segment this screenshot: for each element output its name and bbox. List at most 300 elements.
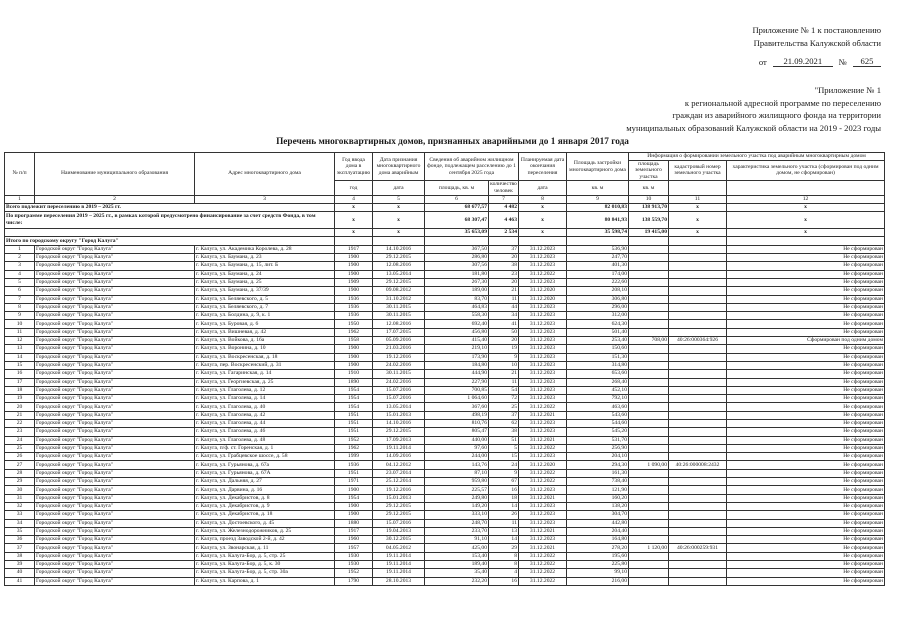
table-row xyxy=(5,411,885,419)
cell-area: 97,60 xyxy=(425,444,489,452)
table-row xyxy=(5,561,885,569)
cell-planned-date: 31.12.2023 xyxy=(519,386,567,394)
cell-address: г. Калуга, ул. Войкова, д. 16а xyxy=(195,337,335,345)
summary-cell-c5: х xyxy=(373,229,425,237)
cell-cadastre xyxy=(669,502,727,510)
column-number: 11 xyxy=(669,195,727,203)
cell-recognition-date: 29.12.2015 xyxy=(373,502,425,510)
cell-municipality: Городской округ "Город Калуга" xyxy=(35,337,195,345)
cell-planned-date: 31.12.2021 xyxy=(519,436,567,444)
cell-land-area xyxy=(629,428,669,436)
summary-label xyxy=(5,229,335,237)
col-characteristics: характеристика земельного участка (сформирован под одним домом, не сформирован) xyxy=(727,160,885,181)
cell-area: 700,85 xyxy=(425,386,489,394)
cell-people: 11 xyxy=(489,519,519,527)
cell-recognition-date: 28.10.2013 xyxy=(373,577,425,585)
cell-area: 184,80 xyxy=(425,361,489,369)
summary-label: Итого по городскому округу "Город Калуга" xyxy=(5,237,335,245)
cell-area: 286,80 xyxy=(425,254,489,262)
summary-cell-c8: х xyxy=(519,212,567,229)
cell-people: 38 xyxy=(489,262,519,270)
cell-recognition-date: 25.12.2014 xyxy=(373,478,425,486)
cell-people: 50 xyxy=(489,328,519,336)
cell-cadastre xyxy=(669,561,727,569)
cell-land-area xyxy=(629,552,669,560)
summary-cell-people: 4 482 xyxy=(489,203,519,211)
cell-land-area xyxy=(629,577,669,585)
table-row xyxy=(5,469,885,477)
table-row xyxy=(5,287,885,295)
cell-recognition-date: 13.05.2014 xyxy=(373,270,425,278)
cell-row-num: 34 xyxy=(5,519,35,527)
cell-municipality: Городской округ "Город Калуга" xyxy=(35,486,195,494)
cell-built-area: 174,00 xyxy=(567,270,629,278)
cell-land-area xyxy=(629,303,669,311)
cell-year-built: 1957 xyxy=(335,544,373,552)
col-planned-date: Планируемая дата окончания переселения xyxy=(519,153,567,181)
cell-row-num: 12 xyxy=(5,337,35,345)
summary-cell-land: 138 559,70 xyxy=(629,212,669,229)
cell-cadastre xyxy=(669,419,727,427)
cell-cadastre xyxy=(669,453,727,461)
cell-people: 37 xyxy=(489,411,519,419)
cell-land-area xyxy=(629,370,669,378)
cell-characteristics: Не сформирован xyxy=(727,328,885,336)
cell-planned-date: 31.12.2023 xyxy=(519,353,567,361)
cell-area: 83,70 xyxy=(425,295,489,303)
cell-year-built: 1936 xyxy=(335,312,373,320)
cell-planned-date: 31.12.2023 xyxy=(519,303,567,311)
table-row xyxy=(5,353,885,361)
cell-built-area: 195,60 xyxy=(567,552,629,560)
cell-row-num: 41 xyxy=(5,577,35,585)
cell-characteristics: Не сформирован xyxy=(727,561,885,569)
table-row xyxy=(5,478,885,486)
cell-year-built: 1962 xyxy=(335,444,373,452)
cell-year-built: 1951 xyxy=(335,411,373,419)
cell-row-num: 23 xyxy=(5,428,35,436)
cell-land-area xyxy=(629,502,669,510)
cell-planned-date: 31.12.2022 xyxy=(519,469,567,477)
cell-recognition-date: 15.01.2013 xyxy=(373,494,425,502)
table-row xyxy=(5,403,885,411)
cell-municipality: Городской округ "Город Калуга" xyxy=(35,245,195,253)
cell-municipality: Городской округ "Город Калуга" xyxy=(35,361,195,369)
summary-cell-c11 xyxy=(669,237,727,245)
cell-planned-date: 31.12.2023 xyxy=(519,262,567,270)
sub-year: год xyxy=(335,181,373,195)
cell-characteristics: Не сформирован xyxy=(727,245,885,253)
cell-row-num: 25 xyxy=(5,444,35,452)
cell-municipality: Городской округ "Город Калуга" xyxy=(35,494,195,502)
cell-row-num: 4 xyxy=(5,270,35,278)
table-row xyxy=(5,419,885,427)
cell-people: 23 xyxy=(489,270,519,278)
cell-people: 29 xyxy=(489,544,519,552)
cell-characteristics: Не сформирован xyxy=(727,461,885,469)
cell-area: 248,70 xyxy=(425,519,489,527)
cell-characteristics: Не сформирован xyxy=(727,295,885,303)
cell-cadastre: 40:26:000259:931 xyxy=(669,544,727,552)
annex-line: "Приложение № 1 xyxy=(814,85,881,95)
cell-row-num: 30 xyxy=(5,486,35,494)
cell-municipality: Городской округ "Город Калуга" xyxy=(35,419,195,427)
cell-municipality: Городской округ "Город Калуга" xyxy=(35,461,195,469)
cell-cadastre xyxy=(669,552,727,560)
cell-characteristics: Не сформирован xyxy=(727,469,885,477)
col-num: № п/п xyxy=(5,153,35,196)
table-row xyxy=(5,245,885,253)
cell-address: г. Калуга, ул. Декабристов, д. 18 xyxy=(195,511,335,519)
annex-description xyxy=(441,84,881,134)
cell-year-built: 1900 xyxy=(335,345,373,353)
col-land-area: площадь земельного участка xyxy=(629,160,669,181)
cell-characteristics: Не сформирован xyxy=(727,312,885,320)
cell-area: 227,90 xyxy=(425,378,489,386)
cell-year-built: 1960 xyxy=(335,536,373,544)
cell-planned-date: 31.12.2022 xyxy=(519,577,567,585)
table-row xyxy=(5,345,885,353)
column-number: 5 xyxy=(373,195,425,203)
col-address: Адрес многоквартирного дома xyxy=(195,153,335,196)
cell-land-area xyxy=(629,419,669,427)
cell-row-num: 40 xyxy=(5,569,35,577)
cell-characteristics: Не сформирован xyxy=(727,552,885,560)
cell-people: 4 xyxy=(489,569,519,577)
cell-characteristics: Не сформирован xyxy=(727,378,885,386)
table-row xyxy=(5,486,885,494)
cell-municipality: Городской округ "Город Калуга" xyxy=(35,577,195,585)
cell-municipality: Городской округ "Город Калуга" xyxy=(35,353,195,361)
col-year-built: Год ввода дома в эксплуатацию xyxy=(335,153,373,181)
cell-area: 805,47 xyxy=(425,428,489,436)
cell-built-area: 545,20 xyxy=(567,428,629,436)
cell-year-built: 1930 xyxy=(335,552,373,560)
cell-area: 367,60 xyxy=(425,403,489,411)
cell-recognition-date: 15.07.2016 xyxy=(373,386,425,394)
cell-address: г. Калуга, ул. Глаголева, д. 40 xyxy=(195,403,335,411)
cell-characteristics: Не сформирован xyxy=(727,428,885,436)
cell-municipality: Городской округ "Город Калуга" xyxy=(35,370,195,378)
cell-area: 219,10 xyxy=(425,345,489,353)
cell-recognition-date: 21.03.2016 xyxy=(373,345,425,353)
cell-row-num: 32 xyxy=(5,502,35,510)
cell-address: г. Калуга, ул. Декабристов, д. 8 xyxy=(195,494,335,502)
cell-row-num: 13 xyxy=(5,345,35,353)
cell-built-area: 268,40 xyxy=(567,378,629,386)
table-row xyxy=(5,436,885,444)
cell-cadastre xyxy=(669,278,727,286)
cell-recognition-date: 29.12.2015 xyxy=(373,511,425,519)
cell-land-area xyxy=(629,411,669,419)
cell-cadastre xyxy=(669,428,727,436)
cell-characteristics: Не сформирован xyxy=(727,453,885,461)
cell-characteristics: Не сформирован xyxy=(727,478,885,486)
cell-recognition-date: 19.11.2014 xyxy=(373,561,425,569)
cell-area: 249,80 xyxy=(425,494,489,502)
summary-row xyxy=(5,237,885,245)
cell-people: 5 xyxy=(489,444,519,452)
cell-municipality: Городской округ "Город Калуга" xyxy=(35,527,195,535)
cell-municipality: Городской округ "Город Калуга" xyxy=(35,303,195,311)
cell-characteristics: Не сформирован xyxy=(727,519,885,527)
summary-row xyxy=(5,212,885,229)
cell-people: 26 xyxy=(489,511,519,519)
cell-cadastre xyxy=(669,254,727,262)
cell-municipality: Городской округ "Город Калуга" xyxy=(35,502,195,510)
column-number: 2 xyxy=(35,195,195,203)
cell-cadastre xyxy=(669,353,727,361)
table-row xyxy=(5,494,885,502)
sub-area: площадь, кв. м xyxy=(425,181,489,195)
cell-row-num: 20 xyxy=(5,403,35,411)
cell-municipality: Городской округ "Город Калуга" xyxy=(35,320,195,328)
cell-planned-date: 31.12.2023 xyxy=(519,419,567,427)
cell-address: г. Калуга, ул. Глаголева, д. 42 xyxy=(195,411,335,419)
sub-planned-date: дата xyxy=(519,181,567,195)
cell-recognition-date: 12.08.2016 xyxy=(373,320,425,328)
cell-land-area xyxy=(629,403,669,411)
cell-municipality: Городской округ "Город Калуга" xyxy=(35,478,195,486)
cell-year-built: 1917 xyxy=(335,527,373,535)
col-municipality: Наименование муниципального образования xyxy=(35,153,195,196)
table-row xyxy=(5,552,885,560)
cell-land-area xyxy=(629,511,669,519)
cell-land-area xyxy=(629,478,669,486)
cell-area: 498,19 xyxy=(425,411,489,419)
cell-built-area: 256,90 xyxy=(567,444,629,452)
cell-land-area xyxy=(629,536,669,544)
cell-people: 16 xyxy=(489,577,519,585)
table-row xyxy=(5,502,885,510)
annex-title: Приложение № 1 к постановлению xyxy=(752,25,881,35)
cell-area: 692,40 xyxy=(425,320,489,328)
cell-characteristics: Не сформирован xyxy=(727,345,885,353)
annex-line: граждан из аварийного жилищного фонда на территории xyxy=(672,110,881,120)
cell-row-num: 5 xyxy=(5,278,35,286)
cell-address: г. Калуга, ул. Глаголева, д. 14 xyxy=(195,395,335,403)
cell-characteristics: Не сформирован xyxy=(727,386,885,394)
cell-characteristics: Не сформирован xyxy=(727,395,885,403)
cell-planned-date: 31.12.2022 xyxy=(519,270,567,278)
summary-cell-built: 80 841,93 xyxy=(567,212,629,229)
col-land-info: Информация о формировании земельного участка под аварийным многоквартирным домом xyxy=(629,153,885,161)
cell-address: г. Калуга, ул. Беляевского, д. 5 xyxy=(195,295,335,303)
cell-year-built: 1909 xyxy=(335,278,373,286)
cell-recognition-date: 24.02.2016 xyxy=(373,378,425,386)
cell-people: 51 xyxy=(489,436,519,444)
cell-address: г. Калуга, ул. Баумана, д. 15, лит. Б xyxy=(195,262,335,270)
cell-cadastre xyxy=(669,262,727,270)
cell-built-area: 312,00 xyxy=(567,312,629,320)
cell-characteristics: Не сформирован xyxy=(727,278,885,286)
cell-row-num: 26 xyxy=(5,453,35,461)
cell-municipality: Городской округ "Город Калуга" xyxy=(35,536,195,544)
summary-cell-c4: х xyxy=(335,212,373,229)
cell-people: 8 xyxy=(489,561,519,569)
cell-year-built: 1958 xyxy=(335,337,373,345)
summary-cell-c12 xyxy=(727,237,885,245)
cell-row-num: 37 xyxy=(5,544,35,552)
cell-area: 143,76 xyxy=(425,461,489,469)
cell-land-area xyxy=(629,494,669,502)
sub-people: количество человек xyxy=(490,181,517,194)
cell-municipality: Городской округ "Город Калуга" xyxy=(35,403,195,411)
cell-area: 35,40 xyxy=(425,569,489,577)
cell-row-num: 11 xyxy=(5,328,35,336)
cell-characteristics: Не сформирован xyxy=(727,544,885,552)
cell-built-area: 463,60 xyxy=(567,403,629,411)
summary-label: По программе переселения 2019 – 2025 гг., в рамках которой предусмотрено финансирование за счет средств Фонда, в том числе: xyxy=(5,212,335,229)
cell-land-area xyxy=(629,453,669,461)
cell-people: 20 xyxy=(489,278,519,286)
cell-planned-date: 31.12.2023 xyxy=(519,345,567,353)
cell-municipality: Городской округ "Город Калуга" xyxy=(35,469,195,477)
cell-land-area xyxy=(629,469,669,477)
cell-recognition-date: 29.12.2015 xyxy=(373,278,425,286)
cell-cadastre xyxy=(669,370,727,378)
cell-row-num: 21 xyxy=(5,411,35,419)
cell-year-built: 1936 xyxy=(335,303,373,311)
cell-year-built: 1954 xyxy=(335,395,373,403)
cell-area: 425,00 xyxy=(425,544,489,552)
table-row xyxy=(5,453,885,461)
cell-row-num: 28 xyxy=(5,469,35,477)
cell-people: 11 xyxy=(489,378,519,386)
cell-municipality: Городской округ "Город Калуга" xyxy=(35,519,195,527)
cell-year-built: 1900 xyxy=(335,262,373,270)
summary-cell-c11: х xyxy=(669,203,727,211)
cell-year-built: 1900 xyxy=(335,287,373,295)
num-prefix: № xyxy=(838,57,847,67)
cell-area: 307,56 xyxy=(425,262,489,270)
cell-cadastre xyxy=(669,536,727,544)
summary-cell-c12: х xyxy=(727,229,885,237)
cell-cadastre xyxy=(669,519,727,527)
table-row xyxy=(5,337,885,345)
cell-land-area xyxy=(629,262,669,270)
date-line xyxy=(759,56,881,67)
cell-cadastre xyxy=(669,378,727,386)
cell-row-num: 6 xyxy=(5,287,35,295)
summary-cell-area: 68 677,57 xyxy=(425,203,489,211)
cell-characteristics: Не сформирован xyxy=(727,270,885,278)
cell-built-area: 151,30 xyxy=(567,353,629,361)
cell-address: г. Калуга, проезд Заводской 2-й, д. 42 xyxy=(195,536,335,544)
cell-planned-date: 31.12.2023 xyxy=(519,320,567,328)
cell-row-num: 14 xyxy=(5,353,35,361)
cell-built-area: 204,10 xyxy=(567,453,629,461)
cell-people: 24 xyxy=(489,461,519,469)
cell-planned-date: 31.12.2023 xyxy=(519,428,567,436)
cell-recognition-date: 19.12.2016 xyxy=(373,353,425,361)
cell-characteristics: Не сформирован xyxy=(727,486,885,494)
cell-cadastre xyxy=(669,245,727,253)
summary-cell-people: 2 534 xyxy=(489,229,519,237)
cell-built-area: 204,40 xyxy=(567,527,629,535)
cell-built-area: 501,40 xyxy=(567,328,629,336)
cell-characteristics: Не сформирован xyxy=(727,303,885,311)
cell-built-area: 531,70 xyxy=(567,436,629,444)
sub-built-sqm: кв. м xyxy=(567,181,629,195)
cell-built-area: 653,60 xyxy=(567,370,629,378)
cell-municipality: Городской округ "Город Калуга" xyxy=(35,411,195,419)
cell-recognition-date: 05.09.2016 xyxy=(373,337,425,345)
cell-municipality: Городской округ "Город Калуга" xyxy=(35,262,195,270)
cell-built-area: 306,80 xyxy=(567,295,629,303)
cell-address: г. Калуга, ул. Болдина, д. 9, к. 1 xyxy=(195,312,335,320)
cell-row-num: 1 xyxy=(5,245,35,253)
cell-area: 87,10 xyxy=(425,469,489,477)
cell-cadastre: 40:26:000008:2432 xyxy=(669,461,727,469)
cell-recognition-date: 04.05.2012 xyxy=(373,544,425,552)
cell-planned-date: 31.12.2023 xyxy=(519,370,567,378)
cell-address: г. Калуга, ул. Воскресенская, д. 18 xyxy=(195,353,335,361)
cell-area: 153,40 xyxy=(425,552,489,560)
cell-address: г. Калуга, ул. Дальняя, д. 27 xyxy=(195,478,335,486)
cell-recognition-date: 17.07.2015 xyxy=(373,328,425,336)
cell-municipality: Городской округ "Город Калуга" xyxy=(35,569,195,577)
cell-recognition-date: 19.11.2014 xyxy=(373,569,425,577)
cell-recognition-date: 29.12.2015 xyxy=(373,254,425,262)
cell-characteristics: Сформирован под одним домом xyxy=(727,337,885,345)
cell-people: 62 xyxy=(489,419,519,427)
cell-built-area: 208,10 xyxy=(567,287,629,295)
cell-address: г. Калуга, ул. Гагаринская, д. 14 xyxy=(195,370,335,378)
cell-people: 25 xyxy=(489,403,519,411)
cell-cadastre xyxy=(669,569,727,577)
table-row xyxy=(5,270,885,278)
cell-built-area: 401,30 xyxy=(567,262,629,270)
cell-municipality: Городской округ "Город Калуга" xyxy=(35,428,195,436)
cell-address: г. Калуга, ул. Буровая, д. 6 xyxy=(195,320,335,328)
cell-area: 189,40 xyxy=(425,561,489,569)
cell-cadastre xyxy=(669,386,727,394)
cell-row-num: 2 xyxy=(5,254,35,262)
cell-built-area: 452,10 xyxy=(567,386,629,394)
cell-characteristics: Не сформирован xyxy=(727,502,885,510)
cell-planned-date: 31.12.2023 xyxy=(519,378,567,386)
column-number: 7 xyxy=(489,195,519,203)
cell-people: 21 xyxy=(489,370,519,378)
cell-cadastre xyxy=(669,436,727,444)
cell-row-num: 35 xyxy=(5,527,35,535)
cell-built-area: 216,00 xyxy=(567,577,629,585)
cell-area: 149,20 xyxy=(425,502,489,510)
cell-recognition-date: 12.08.2016 xyxy=(373,262,425,270)
cell-area: 440,00 xyxy=(425,436,489,444)
summary-cell-c4: х xyxy=(335,229,373,237)
cell-municipality: Городской округ "Город Калуга" xyxy=(35,444,195,452)
cell-area: 367,50 xyxy=(425,245,489,253)
cell-address: г. Калуга, ул. Воронина, д. 10 xyxy=(195,345,335,353)
table-row xyxy=(5,536,885,544)
cell-municipality: Городской округ "Город Калуга" xyxy=(35,295,195,303)
cell-municipality: Городской округ "Город Калуга" xyxy=(35,270,195,278)
cell-address: г. Калуга, ул. Грабцевское шоссе, д. 58 xyxy=(195,453,335,461)
cell-built-area: 624,30 xyxy=(567,320,629,328)
column-number: 12 xyxy=(727,195,885,203)
cell-cadastre xyxy=(669,303,727,311)
cell-planned-date: 31.12.2023 xyxy=(519,453,567,461)
cell-row-num: 27 xyxy=(5,461,35,469)
cell-built-area: 543,60 xyxy=(567,411,629,419)
column-number: 9 xyxy=(567,195,629,203)
cell-recognition-date: 31.10.2012 xyxy=(373,295,425,303)
cell-row-num: 18 xyxy=(5,386,35,394)
annex-line: муниципальных образований Калужской области на 2019 - 2023 годы xyxy=(626,122,881,133)
cell-year-built: 1910 xyxy=(335,370,373,378)
